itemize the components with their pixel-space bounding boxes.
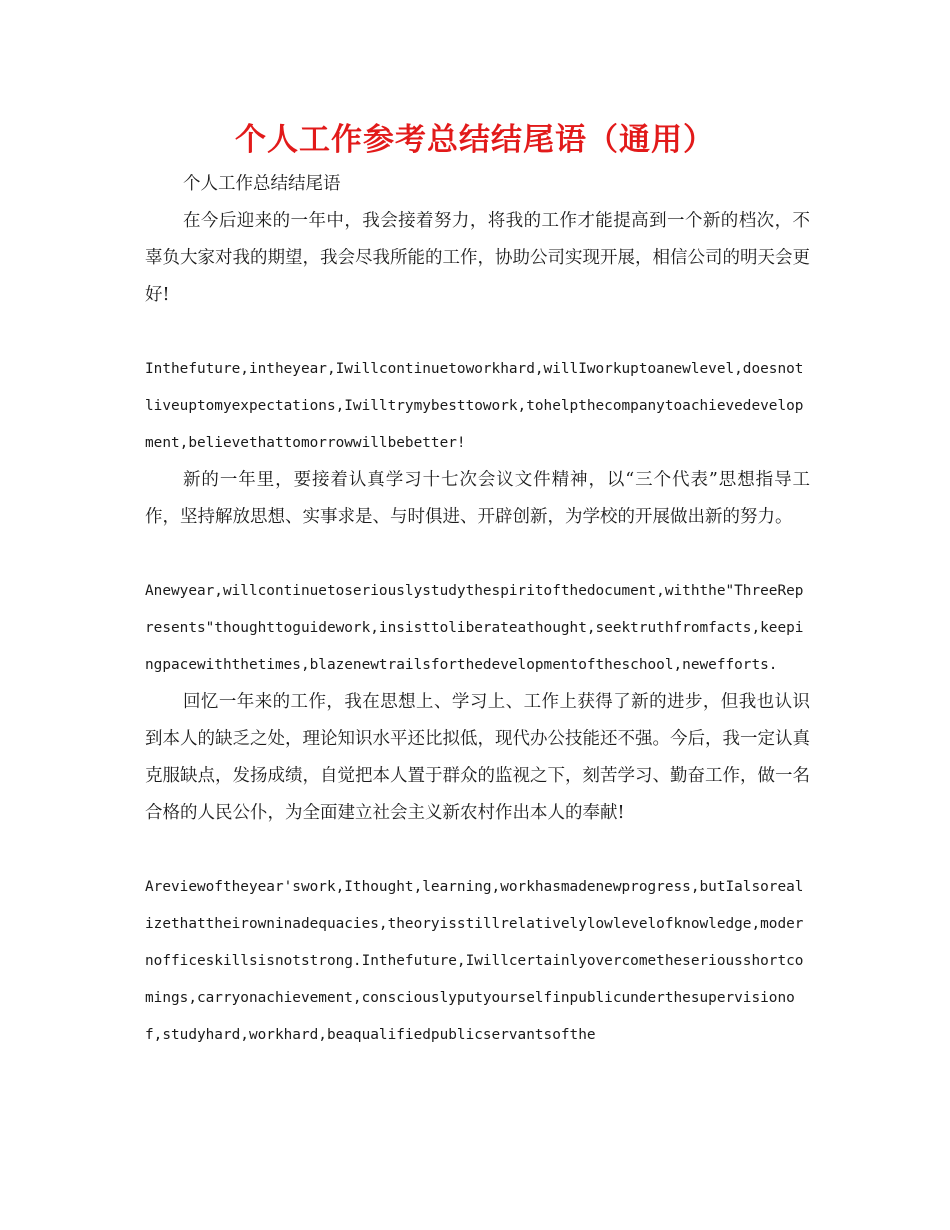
paragraph-zh-1: 在今后迎来的一年中，我会接着努力，将我的工作才能提高到一个新的档次，不辜负大家对我的期望，我会尽我所能的工作，协助公司实现开展，相信公司的明天会更好! <box>145 211 810 305</box>
paragraph-gap <box>145 536 810 573</box>
paragraph-en-3: Areviewoftheyear'swork,Ithought,learning,workhasmadenewprogress,butIalsorealizethattheirowninadequacies,theoryisstillrelativelylowlevelofknowledge,modernofficeskillsisnotstrong.Inthefuture,Iwillcertainlyovercometheseriousshortcomings,carryonachievement,consciouslyputyourselfinpublicunderthesupervisionof,studyhard,workhard,beaqualifiedpublicservantsofthe <box>145 879 804 1043</box>
document-title: 个人工作参考总结结尾语（通用） <box>235 122 715 158</box>
document-body <box>145 166 810 1054</box>
paragraph-en-1: Inthefuture,intheyear,Iwillcontinuetoworkhard,willIworkuptoanewlevel,doesnotliveuptomyexpectations,Iwilltrymybesttowork,tohelpthecompanytoachievedevelopment,believethattomorrowwillbebetter! <box>145 361 804 451</box>
paragraph-gap <box>145 314 810 351</box>
paragraph-zh-2: 新的一年里，要接着认真学习十七次会议文件精神，以“三个代表”思想指导工作，坚持解放思想、实事求是、与时俱进、开辟创新，为学校的开展做出新的努力。 <box>145 470 810 527</box>
paragraph-zh-3: 回忆一年来的工作，我在思想上、学习上、工作上获得了新的进步，但我也认识到本人的缺乏之处，理论知识水平还比拟低，现代办公技能还不强。今后，我一定认真克服缺点，发扬成绩，自觉把本人置于群众的监视之下，刻苦学习、勤奋工作，做一名合格的人民公仆，为全面建立社会主义新农村作出本人的奉献! <box>145 692 810 823</box>
paragraph-gap <box>145 832 810 869</box>
paragraph-en-2: Anewyear,willcontinuetoseriouslystudythespiritofthedocument,withthe"ThreeRepresents"thoughttoguidework,insisttoliberateathought,seektruthfromfacts,keepingpacewiththetimes,blazenewtrailsforthedevelopmentoftheschool,newefforts. <box>145 583 804 673</box>
document-subtitle: 个人工作总结结尾语 <box>183 174 341 194</box>
